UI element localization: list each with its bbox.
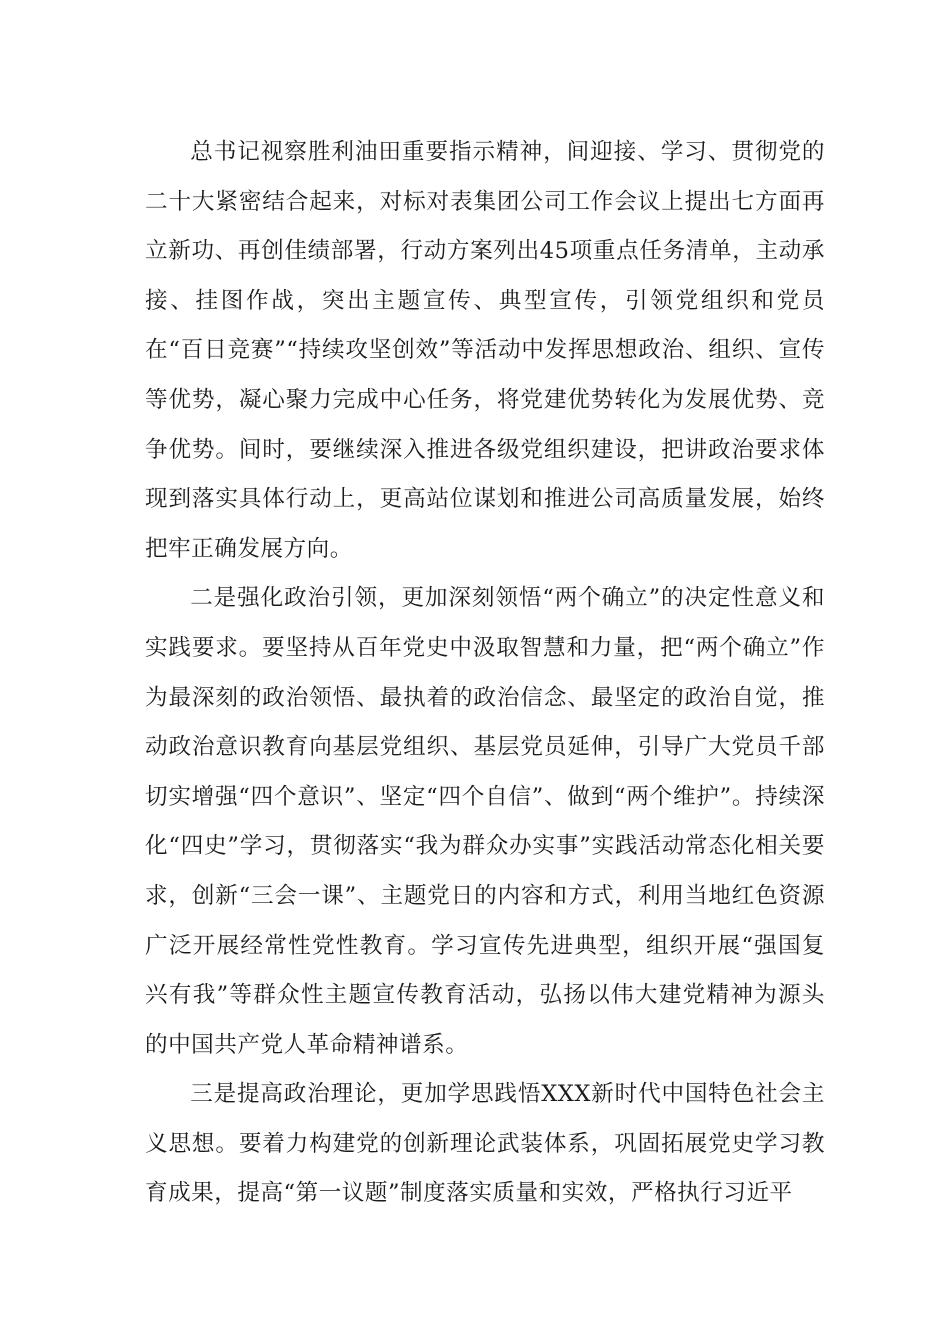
paragraph-1: 总书记视察胜利油田重要指示精神，间迎接、学习、贯彻党的二十大紧密结合起来，对标对表集团公司工作会议上提出七方面再立新功、再创佳绩部署，行动方案列出45项重点任务清单，主动承接、挂图作战，突出主题宣传、典型宣传，引领党组织和党员在“百日竞赛”“持续攻坚创效”等活动中发挥思想政治、组织、宣传等优势，凝心聚力完成中心任务，将党建优势转化为发展优势、竞争优势。间时，要继续深入推进各级党组织建设，把讲政治要求体现到落实具体行动上，更高站位谋划和推进公司高质量发展，始终把牢正确发展方向。 <box>145 139 825 562</box>
paragraph-3: 三是提高政治理论，更加学思践悟XXX新时代中国特色社会主义思想。要着力构建党的创新理论武装体系，巩固拓展党史学习教育成果，提高“第一议题”制度落实质量和实效，严格执行习近平 <box>145 1081 825 1207</box>
document-body <box>145 128 825 1219</box>
paragraph-2: 二是强化政治引领，更加深刻领悟“两个确立”的决定性意义和实践要求。要坚持从百年党史中汲取智慧和力量，把“两个确立”作为最深刻的政治领悟、最执着的政治信念、最坚定的政治自觉，推动政治意识教育向基层党组织、基层党员延伸，引导广大党员千部切实增强“四个意识”、坚定“四个自信”、做到“两个维护”。持续深化“四史”学习，贯彻落实“我为群众办实事”实践活动常态化相关要求，创新“三会一课”、主题党日的内容和方式，利用当地红色资源广泛开展经常性党性教育。学习宣传先进典型，组织开展“强国复兴有我”等群众性主题宣传教育活动，弘扬以伟大建党精神为源头的中国共产党人革命精神谱系。 <box>145 585 825 1058</box>
